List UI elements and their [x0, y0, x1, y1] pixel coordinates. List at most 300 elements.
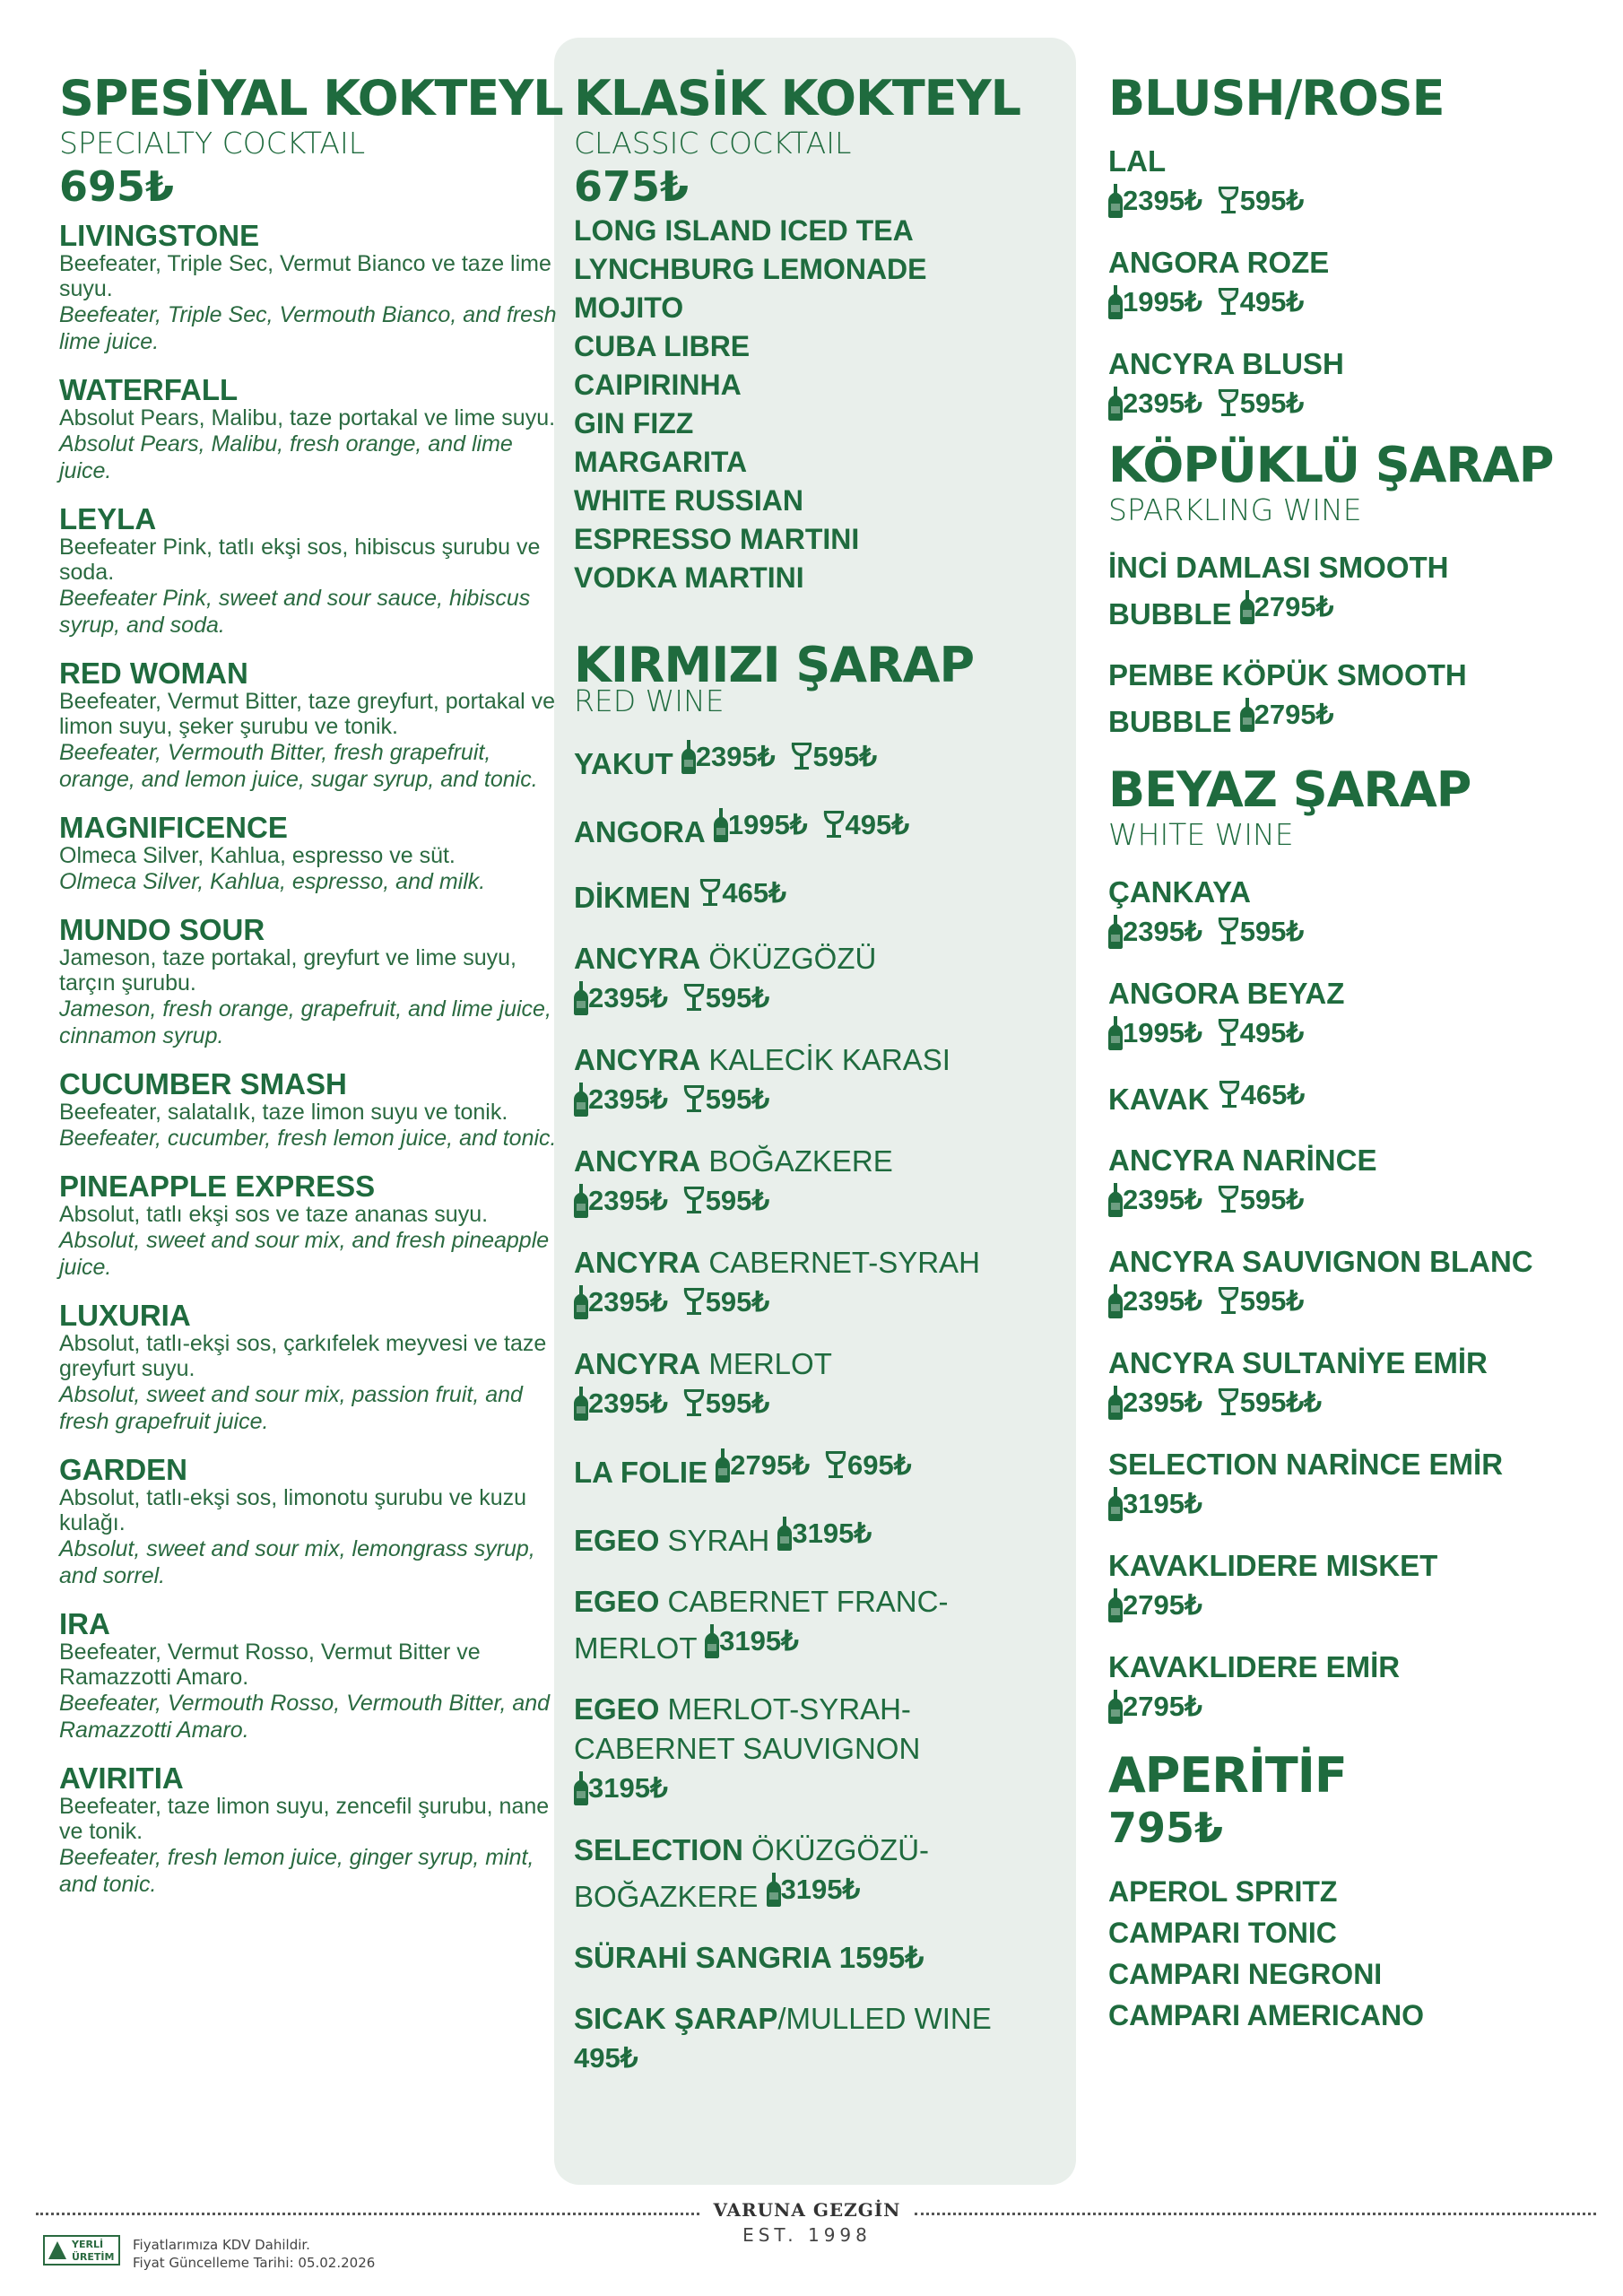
wine-bottle-icon [1108, 1386, 1123, 1420]
bottle-price: 2395₺ [695, 741, 776, 772]
price-row [574, 1181, 769, 1221]
footer-divider-right [915, 2213, 1596, 2215]
wine-glass-icon [824, 1451, 847, 1480]
cocktail-ingredients-en: Olmeca Silver, Kahlua, espresso, and milk. [59, 869, 486, 894]
wine-name-line-2 [574, 1622, 1067, 1668]
cocktail-ingredients-en: Beefeater, fresh lemon juice, ginger syrup, mint, and tonic. [59, 1845, 534, 1897]
wine-producer: ANCYRA [574, 942, 701, 975]
cocktail-item [59, 504, 561, 639]
cocktail-ingredients-tr: Absolut Pears, Malibu, taze portakal ve lime suyu. [59, 405, 556, 430]
cocktail-item [59, 221, 561, 355]
wine-name-line [1108, 1075, 1610, 1119]
wine-glass-icon [790, 743, 813, 771]
wine-glass-icon [1217, 288, 1240, 317]
wine-name: KAVAKLIDERE EMİR [1108, 1650, 1401, 1683]
wine-name: ANGORA ROZE [1108, 246, 1330, 279]
price-row [1218, 1075, 1305, 1115]
wine-name-line-2 [574, 1729, 1067, 1769]
bottle-price: 2395₺ [1123, 1285, 1202, 1317]
wine-producer: EGEO [574, 1692, 660, 1726]
price-row [1108, 1383, 1322, 1422]
bottle-price: 3195₺ [1123, 1488, 1202, 1519]
wine-glass-icon [1217, 1287, 1240, 1316]
wine-variety: CABERNET-SYRAH [708, 1246, 980, 1279]
cocktail-ingredients-tr: Absolut, tatlı-ekşi sos, çarkıfelek meyvesi ve taze greyfurt suyu. [59, 1331, 547, 1381]
bottle-price: 2795₺ [1123, 1691, 1202, 1722]
red-wine-item [574, 1831, 1067, 1917]
bottle-price: 2395₺ [1123, 185, 1202, 216]
wine-bottle-icon [714, 808, 728, 842]
bottle-price: 2395₺ [588, 982, 668, 1013]
cocktail-ingredients-tr: Beefeater, Triple Sec, Vermut Bianco ve taze lime suyu. [59, 251, 551, 301]
wine-name-line [574, 1514, 1067, 1561]
logo-text-2: ÜRETİM [72, 2251, 115, 2263]
glass-price: 495₺ [1239, 286, 1305, 317]
cocktail-item [59, 915, 561, 1049]
brand-established: EST. 1998 [742, 2224, 872, 2246]
price-row [767, 1870, 861, 1909]
wine-bottle-icon [1108, 1284, 1123, 1318]
footer-note [133, 2236, 375, 2272]
classic-title: KLASİK KOKTEYL [574, 70, 1021, 126]
bottle-price: 2395₺ [1123, 1184, 1202, 1215]
price-row [681, 737, 877, 777]
price-row [716, 1446, 911, 1485]
glass-price: 595₺ [705, 1083, 770, 1115]
wine-bottle-icon [705, 1624, 719, 1658]
wine-bottle-icon [1108, 1183, 1123, 1217]
wine-variety-2: CABERNET SAUVIGNON [574, 1732, 921, 1765]
red-wine-item [574, 1243, 1067, 1323]
glass-price: 495₺ [845, 809, 909, 840]
cocktail-ingredients-tr: Olmeca Silver, Kahlua, espresso ve süt. [59, 843, 456, 868]
price-row [1108, 1180, 1304, 1220]
wine-name: KAVAK [1108, 1083, 1210, 1116]
bottle-price: 2795₺ [1254, 699, 1334, 730]
local-production-logo [43, 2235, 120, 2266]
red-title: KIRMIZI ŞARAP [574, 637, 975, 693]
glass-price: 595₺₺ [1239, 1387, 1322, 1418]
cocktail-item [59, 658, 561, 793]
bottle-price: 3195₺ [780, 1874, 861, 1905]
wine-name: ANCYRA BLUSH [1108, 347, 1344, 380]
wine-variety: MERLOT [708, 1347, 832, 1380]
sparkling-title: KÖPÜKLÜ ŞARAP [1108, 437, 1554, 493]
cocktail-ingredients-tr: Beefeater, salatalık, taze limon suyu ve tonik. [59, 1100, 508, 1125]
wine-variety-2: MERLOT [574, 1631, 697, 1665]
specialty-title: SPESİYAL KOKTEYL [59, 70, 563, 126]
rose-sparkling-white-column [1108, 72, 1610, 2036]
footer-divider-left [36, 2213, 699, 2215]
glass-price: 595₺ [1239, 916, 1305, 947]
wine-bottle-icon [1108, 387, 1123, 421]
aperitif-price: 795₺ [1108, 1804, 1224, 1852]
classic-subtitle: CLASSIC COCKTAIL [574, 126, 852, 161]
cocktail-ingredients-en: Jameson, fresh orange, grapefruit, and lime juice, cinnamon syrup. [59, 996, 551, 1048]
classic-list [574, 212, 1067, 597]
wine-bottle-icon [716, 1448, 730, 1483]
white-wine-item [1108, 1242, 1610, 1322]
vat-note: Fiyatlarımıza KDV Dahildir. [133, 2237, 310, 2253]
wine-bottle-icon [777, 1517, 792, 1551]
cocktail-ingredients-en: Absolut, sweet and sour mix, passion fruit, and fresh grapefruit juice. [59, 1382, 523, 1434]
sparkling-wine-item [1108, 656, 1610, 742]
cocktail-ingredients-en: Beefeater, cucumber, fresh lemon juice, and tonic. [59, 1126, 557, 1151]
mulled-wine-english: /MULLED WINE [777, 2002, 992, 2035]
aperitif-item: APEROL SPRITZ [1108, 1875, 1338, 1908]
wine-glass-icon [1217, 1186, 1240, 1214]
logo-mark-icon [48, 2241, 66, 2259]
mulled-wine-price: 495₺ [574, 2042, 638, 2074]
bottle-price: 2795₺ [730, 1449, 810, 1481]
glass-price: 495₺ [1239, 1017, 1305, 1048]
cocktail-name: IRA [59, 1607, 110, 1640]
cocktail-item [59, 1069, 561, 1152]
wine-bottle-icon [574, 981, 588, 1015]
price-row [1108, 384, 1304, 423]
bottle-price: 1995₺ [1123, 286, 1202, 317]
cocktail-item [59, 1300, 561, 1435]
red-wine-item [574, 805, 1067, 852]
glass-price: 595₺ [812, 741, 877, 772]
wine-variety: ÖKÜZGÖZÜ- [751, 1833, 930, 1866]
cocktail-ingredients-tr: Beefeater, Vermut Bitter, taze greyfurt, portakal ve limon suyu, şeker şurubu ve tonik. [59, 689, 556, 739]
wine-name-line [574, 805, 1067, 852]
white-wine-item [1108, 1445, 1610, 1525]
cocktail-name: PINEAPPLE EXPRESS [59, 1170, 376, 1203]
sangria-item: SÜRAHİ SANGRIA 1595₺ [574, 1941, 924, 1974]
cocktail-ingredients-en: Absolut Pears, Malibu, fresh orange, and lime juice. [59, 431, 513, 483]
cocktail-item [59, 813, 561, 895]
classic-cocktail-item: CAIPIRINHA [574, 369, 742, 401]
wine-name-line [574, 874, 1067, 918]
wine-bottle-icon [1108, 1690, 1123, 1724]
wine-glass-icon [682, 1085, 706, 1114]
cocktail-name: MUNDO SOUR [59, 913, 265, 946]
glass-price: 595₺ [705, 1185, 770, 1216]
wine-bottle-icon [1108, 1588, 1123, 1622]
wine-name-line [574, 1446, 1067, 1492]
wine-glass-icon [1217, 918, 1240, 946]
wine-producer: EGEO [574, 1585, 660, 1618]
white-list [1108, 873, 1610, 1727]
cocktail-name: LEYLA [59, 502, 157, 535]
wine-name-line [574, 939, 1067, 978]
white-wine-item [1108, 1075, 1610, 1119]
price-row [1108, 1687, 1202, 1726]
cocktail-item [59, 1609, 561, 1744]
price-row [1108, 1282, 1304, 1321]
price-row [1240, 587, 1334, 627]
cocktail-name: RED WOMAN [59, 657, 248, 690]
classic-cocktail-item: CUBA LIBRE [574, 330, 751, 362]
white-wine-item [1108, 1141, 1610, 1221]
rose-wine-item [1108, 344, 1610, 424]
wine-name-2: BUBBLE [1108, 705, 1232, 738]
cocktail-item [59, 1763, 561, 1898]
rose-title: BLUSH/ROSE [1108, 70, 1445, 126]
price-row [1108, 912, 1304, 952]
wine-name: KAVAKLIDERE MISKET [1108, 1549, 1438, 1582]
white-wine-item [1108, 873, 1610, 952]
classic-cocktail-item: GIN FIZZ [574, 407, 694, 439]
wine-bottle-icon [574, 1771, 588, 1805]
wine-name: LAL [1108, 144, 1167, 178]
classic-red-column [574, 72, 1067, 2100]
wine-name-line [574, 1344, 1067, 1384]
wine-bottle-icon [1240, 590, 1254, 624]
sparkling-list [1108, 548, 1610, 742]
list-item [574, 1938, 1067, 1978]
cocktail-item [59, 1171, 561, 1281]
aperitif-item: CAMPARI AMERICANO [1108, 1999, 1424, 2031]
bottle-price: 2395₺ [588, 1387, 668, 1419]
cocktail-name: CUCUMBER SMASH [59, 1067, 347, 1100]
specialty-subtitle: SPECIALTY COCKTAIL [59, 126, 366, 161]
wine-name: ANGORA BEYAZ [1108, 977, 1345, 1010]
wine-name-line [574, 1040, 1067, 1080]
price-row [574, 1384, 769, 1423]
price-row [714, 805, 909, 845]
price-row [1240, 695, 1334, 735]
classic-cocktail-item: LONG ISLAND ICED TEA [574, 214, 914, 247]
classic-cocktail-item: WHITE RUSSIAN [574, 484, 803, 517]
price-row [1108, 283, 1304, 322]
cocktail-ingredients-en: Absolut, sweet and sour mix, lemongrass syrup, and sorrel. [59, 1536, 535, 1588]
wine-glass-icon [1217, 389, 1240, 418]
glass-price: 595₺ [1239, 1184, 1305, 1215]
cocktail-ingredients-tr: Absolut, tatlı-ekşi sos, limonotu şurubu ve kuzu kulağı. [59, 1485, 527, 1535]
red-wine-item [574, 874, 1067, 918]
red-wine-item [574, 1344, 1067, 1424]
wine-bottle-icon [1108, 1487, 1123, 1521]
aperitif-item: CAMPARI TONIC [1108, 1917, 1337, 1949]
classic-cocktail-item: VODKA MARTINI [574, 561, 804, 594]
wine-name-line-2 [1108, 587, 1610, 634]
wine-producer: ANCYRA [574, 1246, 701, 1279]
wine-glass-icon [1217, 1388, 1240, 1417]
wine-producer: ANCYRA [574, 1347, 701, 1380]
cocktail-name: LIVINGSTONE [59, 219, 260, 252]
cocktail-ingredients-tr: Beefeater, Vermut Rosso, Vermut Bitter ve Ramazzotti Amaro. [59, 1639, 481, 1690]
wine-bottle-icon [1108, 915, 1123, 949]
price-row [1108, 1586, 1202, 1625]
wine-name-line-2 [574, 1870, 1067, 1917]
wine-name-line [574, 1831, 1067, 1870]
bottle-price: 3195₺ [719, 1625, 799, 1657]
bottle-price: 3195₺ [588, 1772, 668, 1804]
wine-bottle-icon [1108, 184, 1123, 218]
wine-name-line [574, 1243, 1067, 1283]
wine-name-line [574, 1582, 1067, 1622]
wine-producer: SELECTION [574, 1833, 743, 1866]
price-row [777, 1514, 872, 1553]
wine-variety-2: BOĞAZKERE [574, 1880, 759, 1913]
specialty-price: 695₺ [59, 162, 175, 211]
wine-producer: EGEO [574, 1524, 660, 1557]
wine-variety: ÖKÜZGÖZÜ [708, 942, 877, 975]
red-wine-item [574, 1446, 1067, 1492]
wine-bottle-icon [767, 1873, 781, 1907]
wine-name: ANCYRA NARİNCE [1108, 1144, 1377, 1177]
bottle-price: 2395₺ [588, 1185, 668, 1216]
glass-price: 465₺ [1240, 1079, 1306, 1110]
wine-glass-icon [699, 879, 722, 908]
cocktail-item [59, 375, 561, 484]
price-row [699, 874, 785, 913]
aperitif-item: CAMPARI NEGRONI [1108, 1958, 1383, 1990]
mulled-wine-name: SICAK ŞARAP [574, 2002, 778, 2035]
specialty-list [59, 221, 561, 1898]
red-wine-item [574, 1582, 1067, 1668]
classic-price: 675₺ [574, 162, 690, 211]
wine-producer: LA FOLIE [574, 1456, 708, 1489]
specialty-column [59, 72, 561, 1918]
wine-producer: DİKMEN [574, 881, 691, 914]
wine-variety: CABERNET FRANC- [667, 1585, 949, 1618]
wine-bottle-icon [574, 1083, 588, 1117]
wine-name-line [574, 737, 1067, 784]
wine-name: İNCİ DAMLASI SMOOTH [1108, 551, 1449, 584]
wine-name-line [574, 1690, 1067, 1729]
cocktail-item [59, 1455, 561, 1589]
wine-bottle-icon [574, 1387, 588, 1421]
wine-bottle-icon [574, 1184, 588, 1218]
cocktail-name: LUXURIA [59, 1299, 191, 1332]
wine-glass-icon [1217, 187, 1240, 215]
bottle-price: 2795₺ [1254, 591, 1334, 622]
brand [708, 2199, 906, 2246]
bottle-price: 2395₺ [588, 1286, 668, 1318]
cocktail-ingredients-tr: Absolut, tatlı ekşi sos ve taze ananas suyu. [59, 1202, 489, 1227]
red-wine-item [574, 939, 1067, 1019]
price-row [574, 978, 769, 1018]
wine-name-line [574, 1142, 1067, 1181]
wine-name-2: BUBBLE [1108, 597, 1232, 631]
cocktail-name: MAGNIFICENCE [59, 811, 288, 844]
classic-cocktail-item: MOJITO [574, 291, 684, 324]
cocktail-ingredients-en: Beefeater, Triple Sec, Vermouth Bianco, and fresh lime juice. [59, 302, 557, 354]
cocktail-ingredients-en: Beefeater, Vermouth Rosso, Vermouth Bitter, and Ramazzotti Amaro. [59, 1691, 551, 1743]
white-wine-item [1108, 1648, 1610, 1727]
white-wine-item [1108, 1546, 1610, 1626]
bottle-price: 2395₺ [1123, 1387, 1202, 1418]
bottle-price: 2395₺ [588, 1083, 668, 1115]
wine-name: PEMBE KÖPÜK SMOOTH [1108, 658, 1467, 691]
wine-glass-icon [682, 1187, 706, 1215]
wine-producer: YAKUT [574, 747, 673, 780]
glass-price: 595₺ [1239, 1285, 1305, 1317]
price-row [1108, 181, 1304, 221]
glass-price: 595₺ [705, 1387, 770, 1419]
wine-name: SELECTION NARİNCE EMİR [1108, 1448, 1504, 1481]
cocktail-ingredients-tr: Beefeater Pink, tatlı ekşi sos, hibiscus şurubu ve soda. [59, 535, 541, 585]
wine-bottle-icon [1108, 1016, 1123, 1050]
cocktail-name: GARDEN [59, 1453, 188, 1486]
white-title: BEYAZ ŞARAP [1108, 761, 1471, 818]
wine-producer: ANCYRA [574, 1144, 701, 1178]
price-row [1108, 1013, 1304, 1053]
red-wine-item [574, 737, 1067, 784]
glass-price: 595₺ [705, 1286, 770, 1318]
white-wine-item [1108, 1344, 1610, 1423]
wine-glass-icon [822, 811, 846, 839]
red-list [574, 737, 1067, 1917]
wine-bottle-icon [1108, 285, 1123, 319]
wine-bottle-icon [681, 740, 696, 774]
classic-cocktail-item: LYNCHBURG LEMONADE [574, 253, 927, 285]
wine-name-line-2 [1108, 695, 1610, 742]
bottle-price: 1995₺ [1123, 1017, 1202, 1048]
bottle-price: 2395₺ [1123, 387, 1202, 419]
wine-glass-icon [682, 1389, 706, 1418]
wine-glass-icon [682, 1288, 706, 1317]
bottle-price: 3195₺ [792, 1518, 872, 1549]
cocktail-ingredients-en: Absolut, sweet and sour mix, and fresh pineapple juice. [59, 1228, 550, 1280]
wine-name: ANCYRA SULTANİYE EMİR [1108, 1346, 1488, 1379]
wine-name: ANCYRA SAUVIGNON BLANC [1108, 1245, 1533, 1278]
glass-price: 595₺ [705, 982, 770, 1013]
glass-price: 595₺ [1239, 387, 1305, 419]
rose-wine-item [1108, 243, 1610, 323]
price-row [574, 1769, 668, 1808]
wine-glass-icon [682, 984, 706, 1013]
red-wine-item [574, 1514, 1067, 1561]
cocktail-ingredients-tr: Beefeater, taze limon suyu, zencefil şurubu, nane ve tonik. [59, 1794, 550, 1844]
wine-producer: ANGORA [574, 815, 706, 848]
cocktail-name: AVIRITIA [59, 1761, 184, 1795]
wine-name: ÇANKAYA [1108, 875, 1251, 909]
classic-cocktail-item: MARGARITA [574, 446, 748, 478]
cocktail-ingredients-tr: Jameson, taze portakal, greyfurt ve lime suyu, tarçın şurubu. [59, 945, 516, 996]
red-wine-item [574, 1040, 1067, 1120]
classic-cocktail-item: ESPRESSO MARTINI [574, 523, 860, 555]
glass-price: 465₺ [722, 877, 786, 909]
aperitif-list [1108, 1871, 1610, 2036]
bottle-price: 2795₺ [1123, 1589, 1202, 1621]
red-wine-item [574, 1142, 1067, 1222]
bottle-price: 2395₺ [1123, 916, 1202, 947]
cocktail-name: WATERFALL [59, 373, 239, 406]
wine-variety: BOĞAZKERE [708, 1144, 893, 1178]
wine-bottle-icon [574, 1285, 588, 1319]
list-item [574, 1999, 1067, 2078]
cocktail-ingredients-en: Beefeater Pink, sweet and sour sauce, hibiscus syrup, and soda. [59, 586, 531, 638]
wine-glass-icon [1218, 1081, 1241, 1109]
glass-price: 595₺ [1239, 185, 1305, 216]
aperitif-title: APERİTİF [1108, 1747, 1347, 1804]
price-row [574, 1283, 769, 1322]
price-row [705, 1622, 799, 1661]
rose-wine-item [1108, 142, 1610, 222]
sparkling-wine-item [1108, 548, 1610, 634]
wine-glass-icon [1217, 1019, 1240, 1048]
white-subtitle: WHITE WINE [1108, 817, 1294, 852]
price-row [1108, 1484, 1202, 1524]
cocktail-ingredients-en: Beefeater, Vermouth Bitter, fresh grapefruit, orange, and lemon juice, sugar syrup, and tonic. [59, 740, 538, 792]
price-row [574, 1080, 769, 1119]
price-update-note: Fiyat Güncelleme Tarihi: 05.02.2026 [133, 2255, 376, 2271]
red-wine-item [574, 1690, 1067, 1809]
glass-price: 695₺ [846, 1449, 912, 1481]
wine-variety: MERLOT-SYRAH- [667, 1692, 911, 1726]
red-subtitle: RED WINE [574, 683, 725, 718]
wine-bottle-icon [1240, 698, 1254, 732]
wine-producer: ANCYRA [574, 1043, 701, 1076]
wine-variety: KALECİK KARASI [708, 1043, 950, 1076]
brand-name: VARUNA GEZGİN [713, 2199, 901, 2221]
logo-text-1: YERLİ [72, 2239, 104, 2250]
